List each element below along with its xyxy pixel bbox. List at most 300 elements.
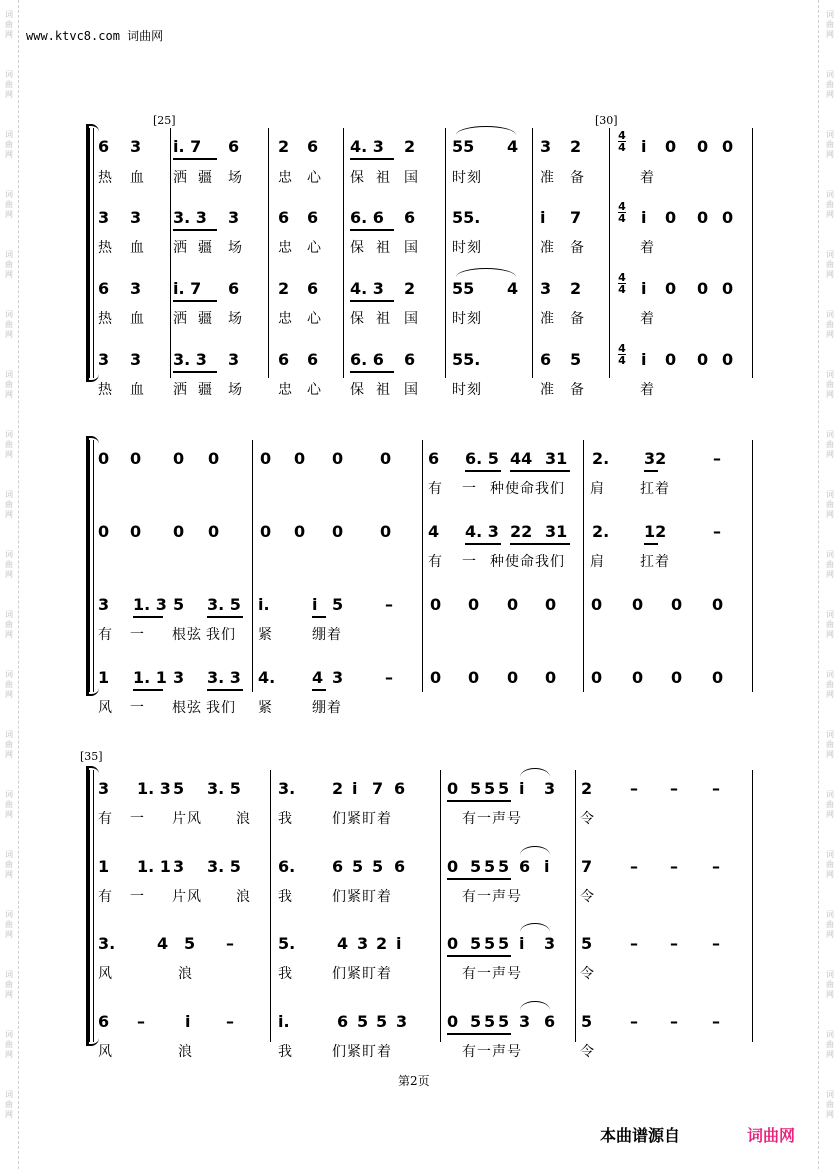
watermark-glyph: 词 [5, 130, 13, 139]
lyric: 令 [580, 966, 595, 982]
beam [447, 1033, 511, 1035]
watermark-glyph: 曲 [5, 260, 13, 269]
note: 6. [278, 857, 296, 876]
lyric: 紧 [258, 627, 273, 643]
watermark-glyph: 曲 [826, 620, 834, 629]
note: 0 [294, 449, 306, 468]
note: – [670, 779, 678, 798]
watermark-glyphs [3, 670, 15, 730]
watermark-glyphs [824, 190, 836, 250]
note: – [226, 934, 234, 953]
note: 0 [665, 350, 677, 369]
note: 1. 3 [137, 779, 171, 798]
watermark-glyphs [3, 190, 15, 250]
note: 5 [484, 1012, 496, 1031]
lyric: 们紧盯着 [332, 1044, 392, 1060]
note: – [385, 595, 393, 614]
lyric: 时刻 [452, 311, 482, 327]
note: 4 [157, 934, 169, 953]
lyric: 有 [98, 811, 113, 827]
left-cut-line [18, 0, 19, 1169]
note: i [396, 934, 402, 953]
watermark-glyph: 曲 [5, 740, 13, 749]
beam [465, 543, 501, 545]
watermark-glyph: 曲 [5, 380, 13, 389]
note: 3 [544, 779, 556, 798]
watermark-glyph: 词 [5, 970, 13, 979]
beam [350, 158, 394, 160]
watermark-glyph: 词 [826, 10, 834, 19]
note: 5 [484, 934, 496, 953]
lyric: 着 [640, 382, 655, 398]
note: 6 [307, 279, 319, 298]
note: 6 [98, 137, 110, 156]
watermark-glyph: 词 [826, 850, 834, 859]
note: 3 [544, 934, 556, 953]
lyric: 令 [580, 1044, 595, 1060]
note: 0 [130, 522, 142, 541]
note: 55 [452, 279, 475, 298]
note: 0 [332, 449, 344, 468]
note: 0 [430, 595, 442, 614]
note: 6 [404, 350, 416, 369]
watermark-glyph: 词 [5, 490, 13, 499]
note: 44 [510, 449, 533, 468]
note: 0 [98, 449, 110, 468]
lyric: 热 [98, 382, 113, 398]
note: 6 [278, 350, 290, 369]
note: 1. 3 [133, 595, 167, 614]
watermark-glyph: 网 [826, 90, 834, 99]
lyric: 洒 [173, 240, 188, 256]
lyric: 祖 [376, 170, 391, 186]
lyric: 我 [278, 1044, 293, 1060]
watermark-glyph: 词 [5, 10, 13, 19]
lyric: 我 [278, 966, 293, 982]
note: 1. 1 [137, 857, 171, 876]
note: 4 [428, 522, 440, 541]
slur [520, 923, 550, 932]
lyric: 着 [640, 240, 655, 256]
note: 0 [447, 779, 459, 798]
watermark-glyphs [824, 670, 836, 730]
lyric: 着 [640, 170, 655, 186]
watermark-glyphs [3, 10, 15, 70]
note: i [185, 1012, 191, 1031]
beam [173, 229, 217, 231]
note: 5 [376, 1012, 388, 1031]
note: 7 [372, 779, 384, 798]
note: 6 [428, 449, 440, 468]
lyric: 热 [98, 170, 113, 186]
note: 0 [447, 857, 459, 876]
watermark-glyph: 网 [826, 450, 834, 459]
watermark-glyph: 词 [5, 70, 13, 79]
note: 3 [130, 279, 142, 298]
note: 5 [470, 779, 482, 798]
watermark-glyph: 曲 [5, 560, 13, 569]
watermark-glyph: 曲 [826, 80, 834, 89]
lyric: 浪 [236, 889, 251, 905]
watermark-glyph: 网 [826, 990, 834, 999]
lyric: 紧 [258, 700, 273, 716]
note: 3 [540, 279, 552, 298]
note: 5 [470, 934, 482, 953]
lyric: 血 [130, 240, 145, 256]
note: i. [258, 595, 270, 614]
lyric: 祖 [376, 311, 391, 327]
lyric: 祖 [376, 240, 391, 256]
note: 0 [722, 137, 734, 156]
watermark-glyph: 网 [826, 30, 834, 39]
watermark-glyph: 词 [826, 130, 834, 139]
note: 5 [184, 934, 196, 953]
brand-logo[interactable]: 词曲网 [747, 1126, 796, 1145]
note: 6 [404, 208, 416, 227]
note: 2 [570, 279, 582, 298]
watermark-glyphs [3, 850, 15, 910]
lyric: 国 [404, 170, 419, 186]
beam [207, 616, 243, 618]
time-signature [617, 201, 627, 224]
watermark-glyphs [824, 550, 836, 610]
beam [644, 470, 658, 472]
slur [520, 768, 550, 777]
note: – [630, 857, 638, 876]
note: 0 [712, 668, 724, 687]
site-url[interactable]: www.ktvc8.com 词曲网 [26, 29, 164, 43]
slur [520, 1001, 550, 1010]
watermark-glyphs [3, 70, 15, 130]
watermark-glyphs [3, 910, 15, 970]
note: 6 [540, 350, 552, 369]
watermark-glyph: 词 [826, 550, 834, 559]
watermark-glyphs [824, 850, 836, 910]
watermark-glyph: 网 [826, 930, 834, 939]
lyric: 令 [580, 811, 595, 827]
watermark-glyph: 词 [5, 610, 13, 619]
watermark-glyph: 曲 [5, 140, 13, 149]
watermark-glyph: 词 [5, 190, 13, 199]
note: – [630, 934, 638, 953]
note: 6 [394, 857, 406, 876]
lyric: 血 [130, 170, 145, 186]
watermark-glyph: 网 [5, 450, 13, 459]
lyric: 扛着 [640, 554, 670, 570]
lyric: 一 [130, 627, 145, 643]
note: 5 [498, 1012, 510, 1031]
beam [312, 616, 326, 618]
watermark-glyph: 曲 [5, 440, 13, 449]
note: 5 [173, 779, 185, 798]
lyric: 有一声号 [462, 966, 522, 982]
watermark-glyphs [824, 730, 836, 790]
note: – [630, 1012, 638, 1031]
note: 5 [173, 595, 185, 614]
lyric: 备 [570, 170, 585, 186]
watermark-glyph: 网 [826, 630, 834, 639]
watermark-glyph: 网 [5, 1050, 13, 1059]
note: 3 [98, 595, 110, 614]
lyric: 一 [462, 481, 477, 497]
note: 0 [697, 137, 709, 156]
lyric: 准 [540, 170, 555, 186]
watermark-glyph: 曲 [826, 860, 834, 869]
lyric: 忠 [278, 382, 293, 398]
lyric: 准 [540, 311, 555, 327]
watermark-glyph: 曲 [5, 1100, 13, 1109]
watermark-glyph: 网 [5, 330, 13, 339]
lyric: 我 [278, 889, 293, 905]
lyric: 洒 [173, 170, 188, 186]
note: 0 [665, 137, 677, 156]
watermark-glyphs [824, 70, 836, 130]
lyric: 一 [130, 811, 145, 827]
lyric: 有 [428, 554, 443, 570]
time-sig-bottom: 4 [618, 283, 626, 296]
watermark-glyph: 词 [5, 910, 13, 919]
note: 3 [98, 350, 110, 369]
watermark-glyph: 词 [5, 550, 13, 559]
note: 0 [722, 208, 734, 227]
watermark-glyphs [824, 310, 836, 370]
note: 6 [307, 350, 319, 369]
watermark-glyph: 网 [826, 390, 834, 399]
watermark-glyphs [3, 790, 15, 850]
note: 3. 5 [207, 779, 241, 798]
beam [465, 470, 501, 472]
watermark-glyph: 曲 [5, 200, 13, 209]
watermark-glyph: 词 [826, 610, 834, 619]
lyric: 国 [404, 382, 419, 398]
note: 0 [130, 449, 142, 468]
watermark-glyph: 网 [5, 1110, 13, 1119]
watermark-glyph: 网 [826, 1050, 834, 1059]
note: 0 [632, 595, 644, 614]
watermark-glyph: 词 [5, 430, 13, 439]
watermark-glyphs [824, 610, 836, 670]
note: 4. 3 [350, 279, 384, 298]
watermark-glyph: 词 [826, 1090, 834, 1099]
note: 0 [260, 522, 272, 541]
note: 0 [260, 449, 272, 468]
note: – [226, 1012, 234, 1031]
watermark-glyph: 曲 [826, 440, 834, 449]
lyric: 保 [350, 311, 365, 327]
note: 3. [98, 934, 116, 953]
note: 0 [697, 279, 709, 298]
note: – [713, 522, 721, 541]
watermark-glyph: 词 [826, 250, 834, 259]
watermark-glyph: 网 [826, 510, 834, 519]
note: i [641, 137, 647, 156]
lyric: 忠 [278, 170, 293, 186]
note: 0 [697, 350, 709, 369]
note: 3. 3 [173, 350, 207, 369]
watermark-glyph: 网 [826, 570, 834, 579]
lyric: 热 [98, 240, 113, 256]
beam [173, 300, 217, 302]
note: 2 [332, 779, 344, 798]
note: 7 [570, 208, 582, 227]
note: – [713, 449, 721, 468]
beam [447, 800, 511, 802]
watermark-glyph: 网 [826, 810, 834, 819]
note: – [137, 1012, 145, 1031]
note: 55. [452, 350, 481, 369]
note: – [712, 857, 720, 876]
watermark-glyph: 曲 [5, 20, 13, 29]
watermark-glyph: 词 [826, 970, 834, 979]
note: 0 [173, 522, 185, 541]
note: 6 [394, 779, 406, 798]
lyric: 场 [228, 240, 243, 256]
watermark-glyph: 网 [5, 990, 13, 999]
note: 0 [430, 668, 442, 687]
note: i [352, 779, 358, 798]
watermark-glyph: 网 [826, 690, 834, 699]
watermark-glyph: 词 [826, 310, 834, 319]
note: i [312, 595, 318, 614]
watermark-glyph: 词 [826, 490, 834, 499]
watermark-glyph: 曲 [826, 680, 834, 689]
watermark-glyph: 网 [826, 1110, 834, 1119]
watermark-glyph: 词 [5, 370, 13, 379]
note: 2 [570, 137, 582, 156]
note: i. 7 [173, 279, 202, 298]
lyric: 场 [228, 311, 243, 327]
note: 4 [337, 934, 349, 953]
lyric: 时刻 [452, 240, 482, 256]
note: 0 [380, 449, 392, 468]
time-sig-top: 4 [618, 271, 626, 284]
watermark-glyph: 曲 [5, 800, 13, 809]
lyric: 血 [130, 311, 145, 327]
watermark-glyph: 曲 [826, 320, 834, 329]
time-signature [617, 130, 627, 153]
watermark-glyph: 曲 [5, 500, 13, 509]
watermark-glyph: 网 [5, 630, 13, 639]
watermark-glyphs [3, 490, 15, 550]
note: 4. 3 [465, 522, 499, 541]
watermark-glyph: 曲 [826, 140, 834, 149]
note: 4 [507, 279, 519, 298]
note: 0 [722, 279, 734, 298]
watermark-glyph: 词 [5, 850, 13, 859]
note: 5 [581, 1012, 593, 1031]
note: 3 [332, 668, 344, 687]
right-cut-line [818, 0, 819, 1169]
note: 5 [570, 350, 582, 369]
watermark-glyph: 网 [5, 930, 13, 939]
note: 1. 1 [133, 668, 167, 687]
lyric: 洒 [173, 311, 188, 327]
watermark-glyph: 曲 [5, 320, 13, 329]
lyric: 保 [350, 170, 365, 186]
note: 0 [380, 522, 392, 541]
time-sig-bottom: 4 [618, 141, 626, 154]
note: 4. 3 [350, 137, 384, 156]
note: 5 [581, 934, 593, 953]
note: 2 [404, 279, 416, 298]
note: i [641, 350, 647, 369]
lyric: 有 [98, 627, 113, 643]
note: – [712, 934, 720, 953]
note: 3. [278, 779, 296, 798]
lyric: 肩 [590, 481, 605, 497]
watermark-glyph: 曲 [5, 1040, 13, 1049]
note: 3 [98, 779, 110, 798]
watermark-glyph: 曲 [826, 800, 834, 809]
note: 6 [332, 857, 344, 876]
watermark-glyph: 曲 [826, 200, 834, 209]
note: 2 [581, 779, 593, 798]
watermark-glyph: 词 [5, 730, 13, 739]
beam [350, 229, 394, 231]
slur [456, 126, 516, 135]
note: 0 [447, 1012, 459, 1031]
measure-mark-25: [25] [153, 114, 176, 127]
lyric: 浪 [236, 811, 251, 827]
watermark-glyph: 曲 [826, 1100, 834, 1109]
lyric: 种使命我们 [490, 554, 565, 570]
note: 0 [697, 208, 709, 227]
lyric: 心 [307, 382, 322, 398]
watermark-glyphs [3, 1030, 15, 1090]
lyric: 准 [540, 240, 555, 256]
note: i [519, 934, 525, 953]
watermark-glyph: 词 [5, 1030, 13, 1039]
note: – [385, 668, 393, 687]
note: 32 [644, 449, 667, 468]
watermark-glyph: 网 [5, 90, 13, 99]
watermark-glyphs [824, 490, 836, 550]
lyric: 浪 [178, 966, 193, 982]
lyric: 保 [350, 382, 365, 398]
watermark-glyphs [824, 970, 836, 1030]
watermark-glyph: 网 [826, 150, 834, 159]
note: 0 [208, 522, 220, 541]
beam [207, 689, 243, 691]
watermark-glyph: 曲 [826, 260, 834, 269]
note: 5 [484, 857, 496, 876]
note: 3 [98, 208, 110, 227]
note: 3. 3 [173, 208, 207, 227]
watermark-glyph: 网 [5, 750, 13, 759]
measure-mark-35: [35] [80, 750, 103, 763]
watermark-glyph: 网 [5, 510, 13, 519]
watermark-glyph: 网 [826, 870, 834, 879]
note: 3 [173, 668, 185, 687]
lyric: 血 [130, 382, 145, 398]
lyric: 根弦 [172, 627, 202, 643]
lyric: 热 [98, 311, 113, 327]
lyric: 扛着 [640, 481, 670, 497]
note: 0 [507, 595, 519, 614]
watermark-glyph: 曲 [826, 560, 834, 569]
note: 0 [173, 449, 185, 468]
watermark-glyph: 词 [826, 370, 834, 379]
note: 4 [312, 668, 324, 687]
note: 5 [498, 779, 510, 798]
note: 5 [372, 857, 384, 876]
note: 6 [98, 1012, 110, 1031]
note: 0 [712, 595, 724, 614]
note: 0 [447, 934, 459, 953]
note: 6. 5 [465, 449, 499, 468]
watermark-glyphs [3, 970, 15, 1030]
note: 0 [722, 350, 734, 369]
